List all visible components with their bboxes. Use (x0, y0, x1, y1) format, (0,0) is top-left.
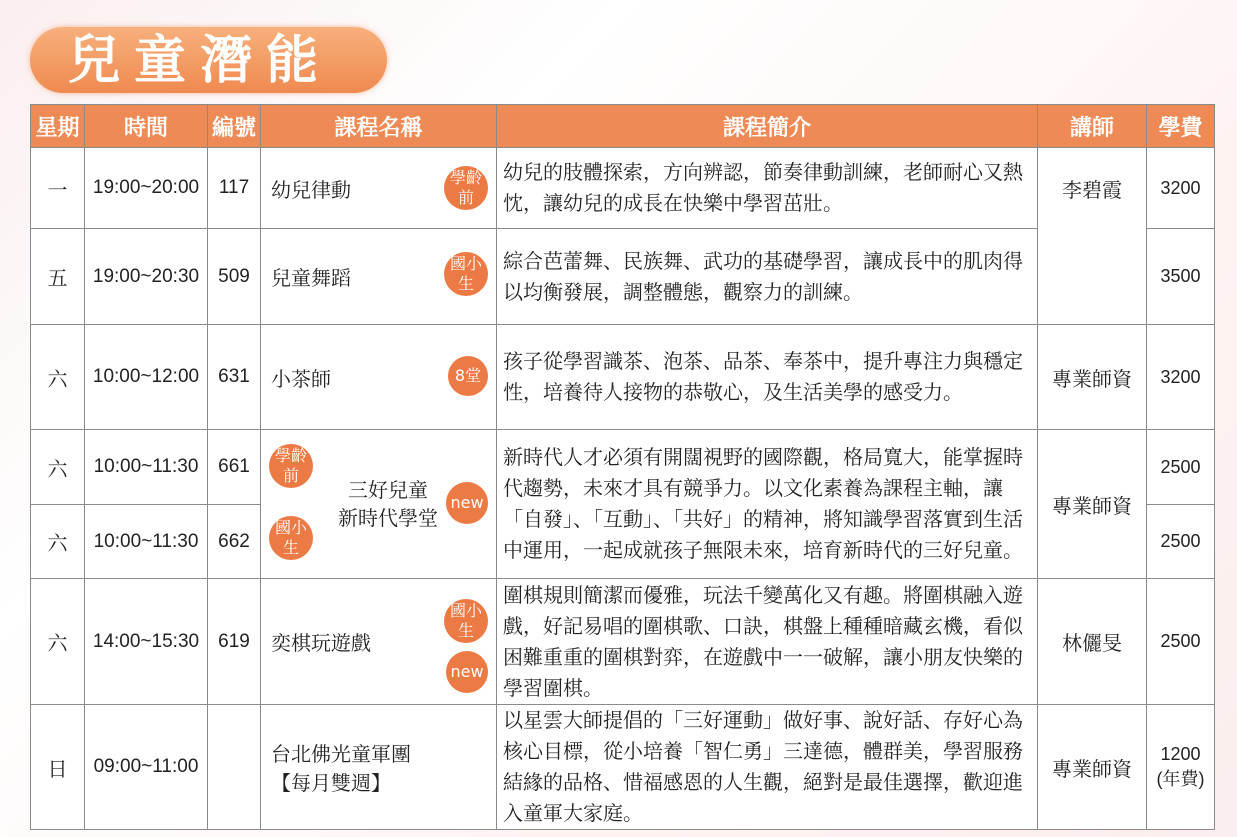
course-name-cell (261, 148, 497, 229)
time-cell: 10:00~12:00 (85, 325, 208, 430)
num-cell: 117 (208, 148, 261, 229)
num-cell: 509 (208, 229, 261, 325)
day-cell: 六 (31, 579, 85, 705)
teacher-name: 李碧霞 (1062, 177, 1122, 202)
day-cell: 六 (31, 505, 85, 579)
fee-cell: 3500 (1147, 229, 1215, 325)
age-badge: 國小生 (444, 252, 488, 296)
fee-cell: 2500 (1147, 430, 1215, 505)
teacher-cell (1038, 148, 1147, 325)
table-row (31, 579, 1215, 705)
fee-cell: 3200 (1147, 148, 1215, 229)
course-name-cell (261, 430, 497, 579)
fee-cell: 2500 (1147, 505, 1215, 579)
header-name: 課程名稱 (261, 105, 497, 148)
header-intro: 課程簡介 (497, 105, 1038, 148)
teacher-cell: 專業師資 (1038, 430, 1147, 579)
day-cell: 一 (31, 148, 85, 229)
new-badge: new (446, 651, 488, 693)
num-cell (208, 705, 261, 830)
course-name: 台北佛光童軍團 (271, 742, 411, 766)
time-cell: 10:00~11:30 (85, 505, 208, 579)
age-badge: 國小生 (444, 599, 488, 643)
header-time: 時間 (85, 105, 208, 148)
course-table (30, 104, 1215, 830)
time-cell: 14:00~15:30 (85, 579, 208, 705)
num-cell: 661 (208, 430, 261, 505)
course-name-cell (261, 325, 497, 430)
teacher-cell: 專業師資 (1038, 325, 1147, 430)
table-row (31, 705, 1215, 830)
age-badge: 國小生 (269, 516, 313, 560)
fee-cell: 3200 (1147, 325, 1215, 430)
age-badge: 學齡前 (269, 444, 313, 488)
course-name: 幼兒律動 (271, 177, 351, 202)
table-row (31, 430, 1215, 505)
num-cell: 662 (208, 505, 261, 579)
header-row (31, 105, 1215, 148)
course-name-cell (261, 705, 497, 830)
table-row (31, 229, 1215, 325)
course-name: 三好兒童 (348, 478, 428, 502)
time-cell: 19:00~20:00 (85, 148, 208, 229)
num-cell: 619 (208, 579, 261, 705)
day-cell: 日 (31, 705, 85, 830)
day-cell: 六 (31, 430, 85, 505)
header-day: 星期 (31, 105, 85, 148)
intro-cell: 幼兒的肢體探索，方向辨認，節奏律動訓練，老師耐心又熱忱，讓幼兒的成長在快樂中學習茁壯。 (497, 148, 1038, 229)
fee-note: (年費) (1156, 768, 1205, 789)
new-badge: new (446, 482, 488, 524)
header-num: 編號 (208, 105, 261, 148)
intro-cell: 孩子從學習識茶、泡茶、品茶、奉茶中，提升專注力與穩定性，培養待人接物的恭敬心，及生活美學的感受力。 (497, 325, 1038, 430)
course-name: 奕棋玩遊戲 (271, 631, 371, 655)
teacher-cell: 專業師資 (1038, 705, 1147, 830)
course-name-cell (261, 579, 497, 705)
intro-cell: 新時代人才必須有開闊視野的國際觀，格局寬大，能掌握時代趨勢，未來才具有競爭力。以文化素養為課程主軸，讓「自發」、「互動」、「共好」的精神，將知識學習落實到生活中運用，一起成就孩子無限未來，培育新時代的三好兒童。 (497, 430, 1038, 579)
sessions-badge: 8堂 (448, 356, 488, 396)
day-cell: 六 (31, 325, 85, 430)
day-cell: 五 (31, 229, 85, 325)
intro-cell: 以星雲大師提倡的「三好運動」做好事、說好話、存好心為核心目標，從小培養「智仁勇」三達德，體群美，學習服務結緣的品格、惜福感恩的人生觀，絕對是最佳選擇，歡迎進入童軍大家庭。 (497, 705, 1038, 830)
time-cell: 19:00~20:30 (85, 229, 208, 325)
course-schedule: 【每月雙週】 (271, 771, 391, 795)
course-name: 兒童舞蹈 (271, 266, 351, 290)
fee-amount: 1200 (1160, 743, 1201, 764)
header-teacher: 講師 (1038, 105, 1147, 148)
age-badge: 學齡前 (444, 166, 488, 210)
course-name-cell (261, 229, 497, 325)
intro-cell: 綜合芭蕾舞、民族舞、武功的基礎學習，讓成長中的肌肉得以均衡發展，調整體態，觀察力的訓練。 (497, 229, 1038, 325)
header-fee: 學費 (1147, 105, 1215, 148)
table-row (31, 325, 1215, 430)
page-title: 兒童潛能 (68, 31, 333, 91)
table-row (31, 148, 1215, 229)
time-cell: 10:00~11:30 (85, 430, 208, 505)
teacher-cell: 林儷旻 (1038, 579, 1147, 705)
fee-cell: 2500 (1147, 579, 1215, 705)
course-name: 新時代學堂 (338, 506, 438, 530)
time-cell: 09:00~11:00 (85, 705, 208, 830)
course-name: 小茶師 (271, 366, 331, 391)
intro-cell: 圍棋規則簡潔而優雅，玩法千變萬化又有趣。將圍棋融入遊戲，好記易唱的圍棋歌、口訣，棋盤上種種暗藏玄機，看似困難重重的圍棋對弈，在遊戲中一一破解，讓小朋友快樂的學習圍棋。 (497, 579, 1038, 705)
num-cell: 631 (208, 325, 261, 430)
fee-cell (1147, 705, 1215, 830)
